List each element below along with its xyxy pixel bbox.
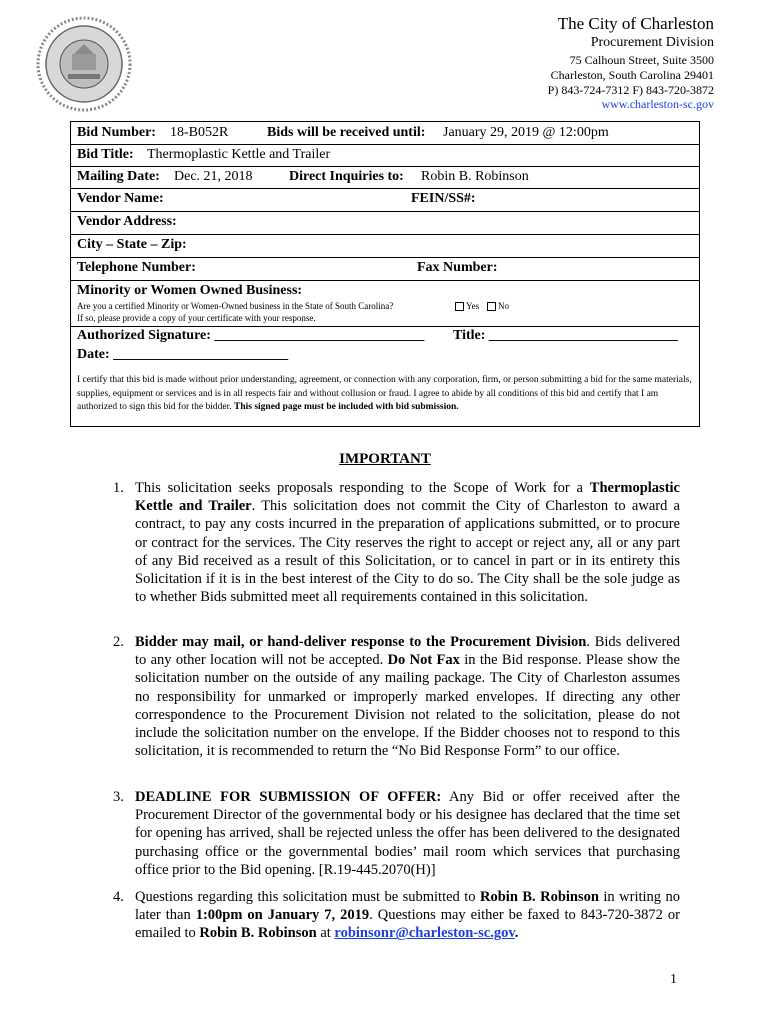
item-4-text-c: . Questions may either be faxed to 843-720-3872 or emailed to (135, 907, 680, 942)
item-3-number: 3. (113, 789, 124, 805)
minority-certificate-note: If so, please provide a copy of your certificate with your response. (77, 313, 316, 323)
item-4-period: . (514, 925, 519, 942)
inquiries-value: Robin B. Robinson (421, 169, 529, 184)
bids-until-value: January 29, 2019 @ 12:00pm (443, 125, 609, 140)
vendor-name-label: Vendor Name: (77, 191, 164, 206)
address-line-2: Charleston, South Carolina 29401 (550, 68, 714, 82)
bid-title-label: Bid Title: (77, 147, 134, 162)
vendor-address-label: Vendor Address: (77, 214, 177, 229)
item-4-number: 4. (113, 889, 124, 905)
bid-title-row (71, 144, 699, 167)
email-link[interactable]: robinsonr@charleston-sc.gov (334, 925, 515, 942)
item-4-contact: Robin B. Robinson (480, 889, 599, 905)
mailing-date-value: Dec. 21, 2018 (174, 169, 253, 184)
item-1-number: 1. (113, 480, 124, 496)
certification-text (77, 374, 693, 415)
item-2-text-cont: in the Bid response. Please show the solicitation number on the outside of any mailing package. The City of Charleston assumes no responsibility for unmarked or improperly marked envelopes. If directing any other correspondence to the Procurement Division not related to the solicitation, please do not include the solicitation number on the envelope. If the Bidder chooses not to respond to this solicitation, it is recommended to return the “No Bid Response Form” to our office. (135, 652, 680, 760)
no-checkbox[interactable] (487, 302, 496, 311)
item-2-number: 2. (113, 634, 124, 650)
item-1-bold: Thermoplastic Kettle and Trailer (135, 480, 680, 515)
bid-number-row (71, 122, 699, 145)
address-line-1: 75 Calhoun Street, Suite 3500 (569, 53, 714, 67)
mailing-date-label: Mailing Date: (77, 169, 160, 184)
item-4-text: Questions regarding this solicitation must be submitted to (135, 889, 480, 905)
item-2-text: . Bids delivered to any other location will not be accepted. (135, 634, 680, 669)
bid-number-value: 18-B052R (170, 125, 229, 140)
item-3-text: Any Bid or offer received after the Procurement Director of the governmental body or his designee has declared that the time set for opening has arrived, shall be rejected unless the offer has been delivered to the designated purchasing office or the governmental bodies’ mail room which services that purchasing office prior to the Bid opening. [R.19-445.2070(H)] (135, 789, 680, 878)
important-heading: IMPORTANT (339, 451, 431, 467)
item-2 (113, 633, 680, 760)
certification-body: I certify that this bid is made without prior understanding, agreement, or connection with any corporation, firm, or person submitting a bid for the same materials, supplies, equipment or services and is in all respects fair and without collusion or fraud. I agree to abide by all conditions of this bid and certify that I am authorized to sign this bid for the bidder. (77, 375, 692, 412)
division-name: Procurement Division (590, 35, 714, 50)
item-3 (113, 788, 680, 879)
yes-label: Yes (466, 301, 480, 311)
item-3-bold: DEADLINE FOR SUBMISSION OF OFFER: (135, 789, 442, 805)
bid-title-value: Thermoplastic Kettle and Trailer (147, 147, 331, 162)
certification-required-note: This signed page must be included with bid submission. (234, 402, 459, 412)
minority-question: Are you a certified Minority or Women-Owned business in the State of South Carolina? (77, 301, 394, 311)
city-state-zip-row[interactable] (71, 234, 699, 258)
no-label: No (498, 301, 509, 311)
minority-label: Minority or Women Owned Business: (77, 283, 303, 298)
item-4-text-b: in writing no later than (135, 889, 680, 924)
telephone-row[interactable] (71, 257, 699, 281)
fax-label: Fax Number: (417, 260, 498, 275)
no-option[interactable] (487, 301, 509, 311)
item-4-text-d: at (316, 925, 335, 942)
bids-until-label: Bids will be received until: (267, 125, 426, 140)
item-1-text-cont: . This solicitation does not commit the City of Charleston to award a contract, to pay any costs incurred in the preparation of applications submitted, or to procure or contract for the services. The City reserves the right to accept or reject any, all or any part of any Bid received as a result of this Solicitation, or to cancel in part or in its entirety this Solicitation if it is in the best interest of the City to do so. The City shall be the sole judge as to whether Bids submitted meet all requirements contained in this solicitation. (135, 498, 680, 606)
fein-label: FEIN/SS#: (411, 191, 476, 206)
mailing-row (71, 166, 699, 189)
website-link[interactable]: www.charleston-sc.gov (601, 97, 714, 111)
item-1 (113, 479, 680, 606)
phone-fax: P) 843-724-7312 F) 843-720-3872 (547, 83, 714, 97)
title-line[interactable]: Title: ___________________________ (453, 328, 678, 343)
inquiries-label: Direct Inquiries to: (289, 169, 404, 184)
telephone-label: Telephone Number: (77, 260, 196, 275)
item-4 (113, 888, 680, 943)
item-1-text: This solicitation seeks proposals responding to the Scope of Work for a (135, 480, 590, 496)
vendor-address-row[interactable] (71, 211, 699, 235)
bid-form (70, 121, 700, 427)
yes-option[interactable] (455, 301, 479, 311)
item-2-bold: Bidder may mail, or hand-deliver response to the Procurement Division (135, 634, 587, 650)
minority-row (71, 280, 699, 327)
item-4-contact-2: Robin B. Robinson (199, 925, 317, 942)
page-number: 1 (670, 972, 677, 987)
signature-line[interactable]: Authorized Signature: ______________________________ (77, 328, 425, 343)
city-state-zip-label: City – State – Zip: (77, 237, 187, 252)
city-name: The City of Charleston (557, 14, 714, 33)
item-2-do-not-fax: Do Not Fax (387, 652, 460, 669)
item-4-deadline: 1:00pm on January 7, 2019 (195, 907, 370, 924)
bid-number-label: Bid Number: (77, 125, 156, 140)
vendor-name-row[interactable] (71, 188, 699, 212)
date-line[interactable]: Date: _________________________ (77, 347, 289, 362)
city-seal (34, 14, 134, 114)
yes-checkbox[interactable] (455, 302, 464, 311)
